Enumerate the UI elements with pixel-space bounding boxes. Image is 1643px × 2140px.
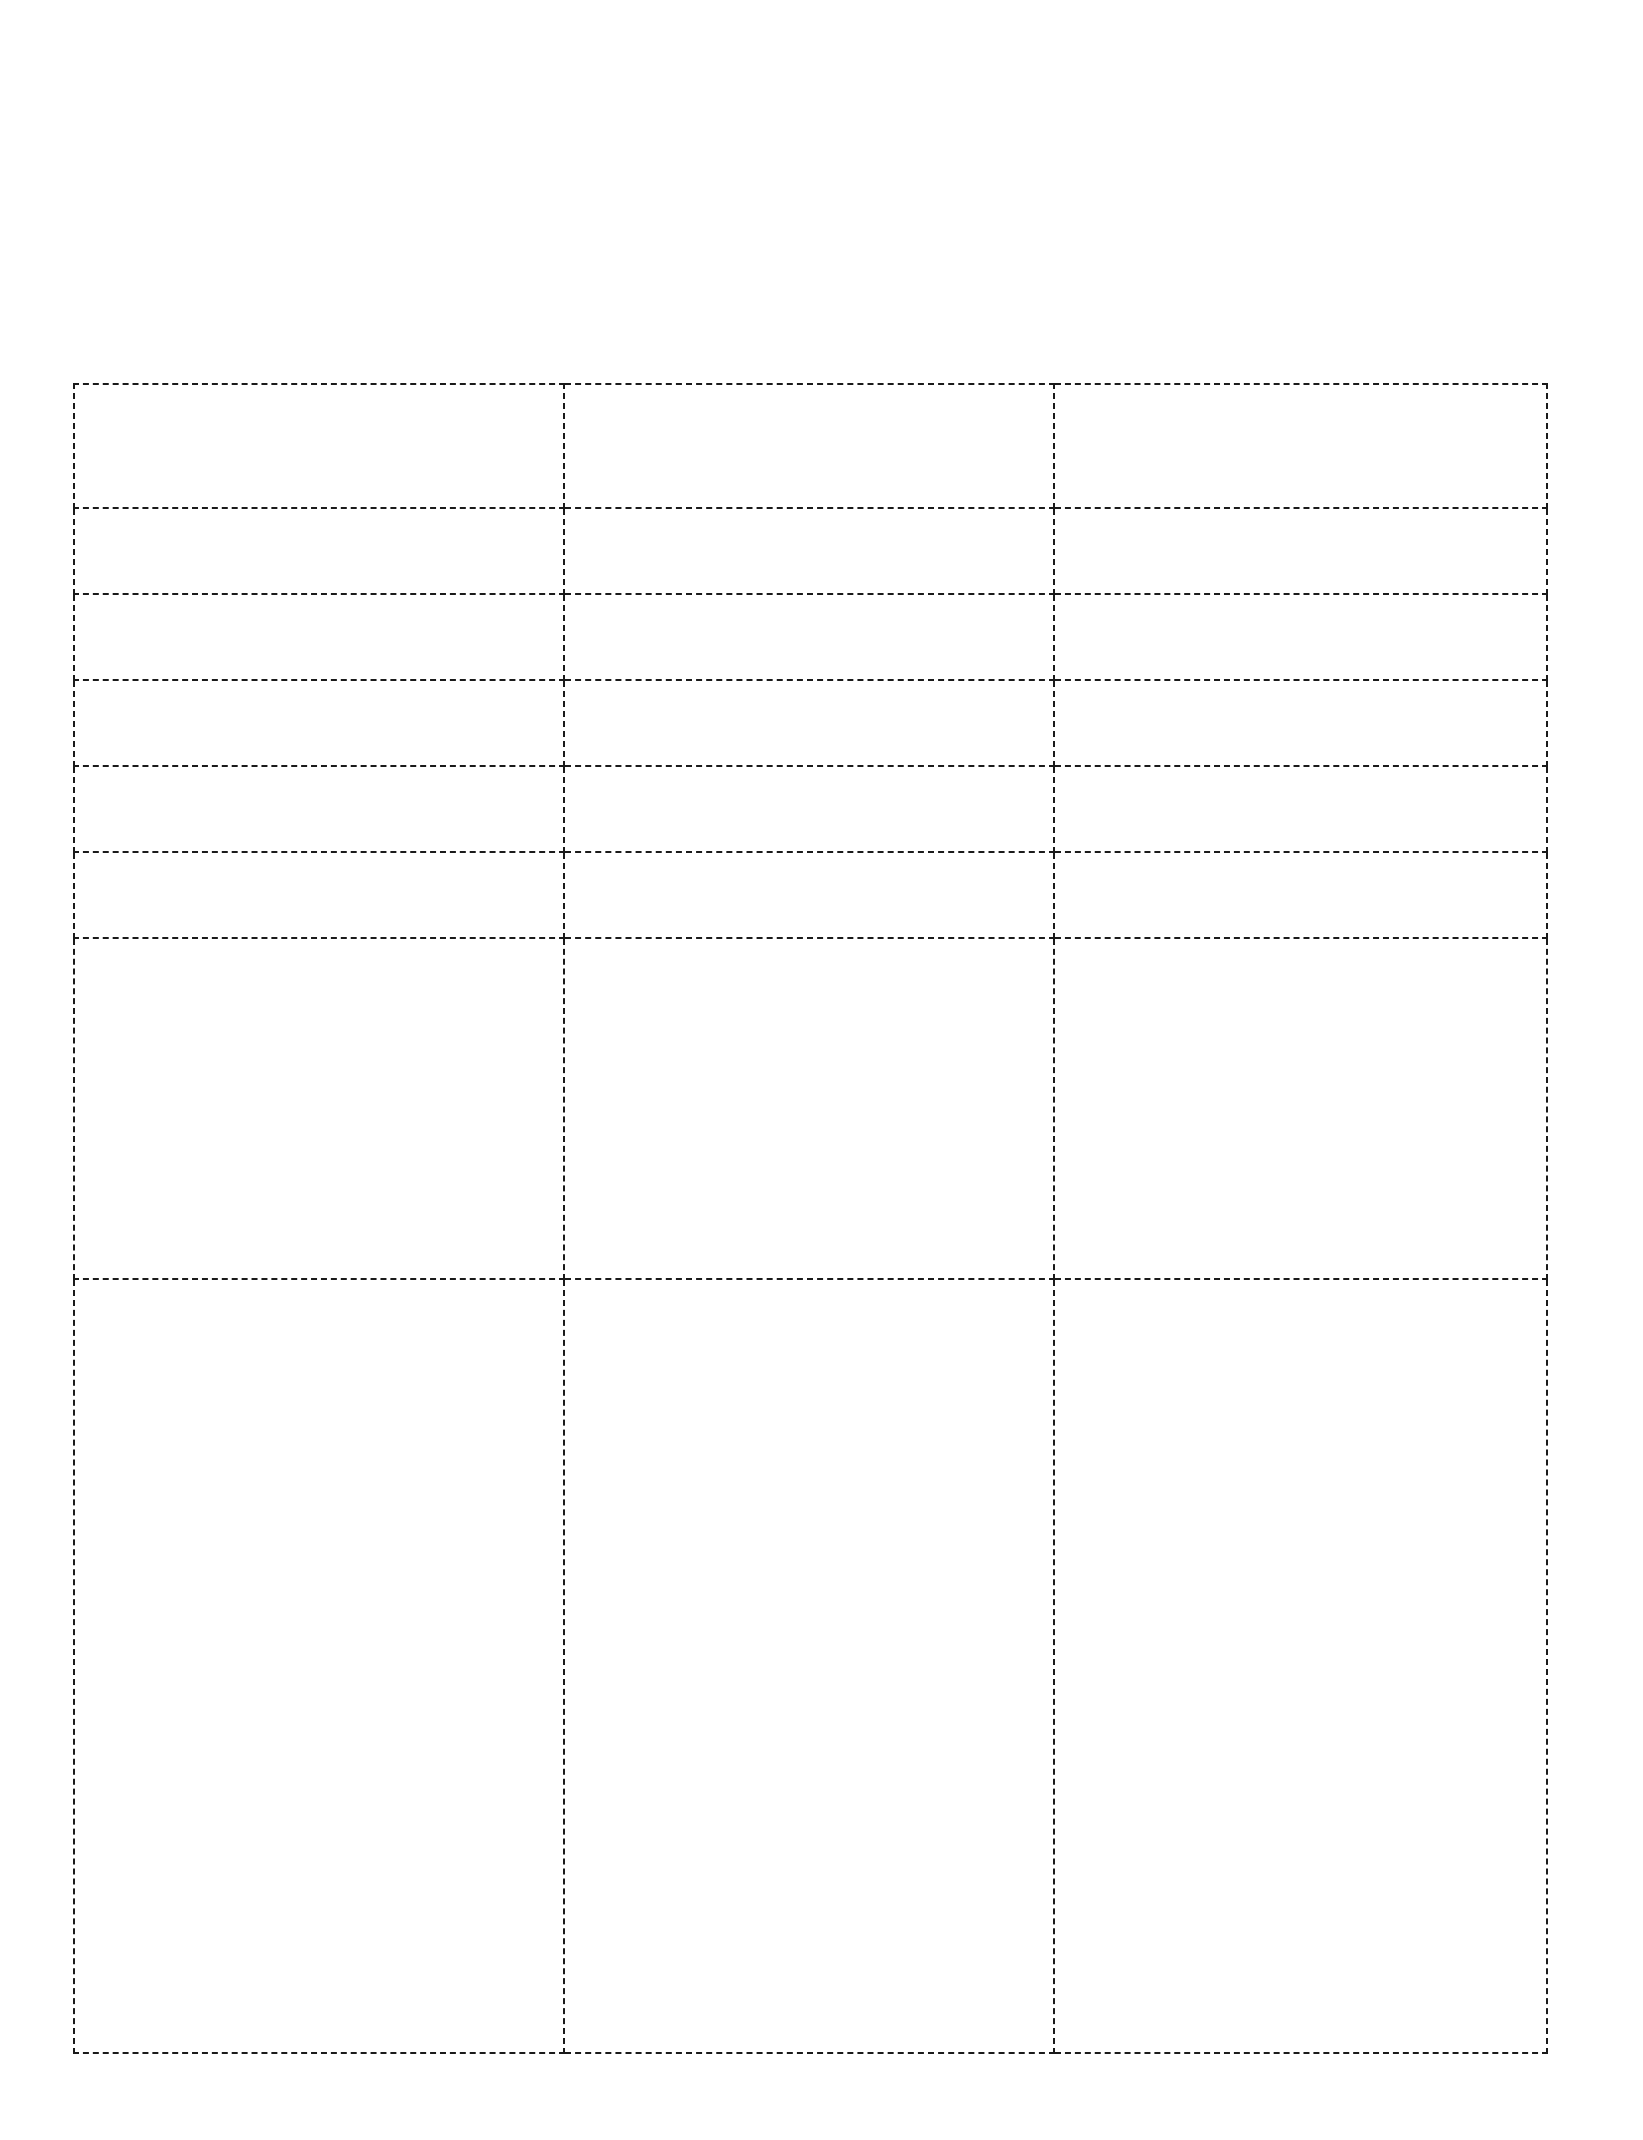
table-row [74,594,1547,680]
table-row [74,766,1547,852]
c1-question-variant-1 [564,938,1054,1279]
task-label [74,852,564,938]
c1-answer-variant-2 [1054,1279,1547,2053]
answer-variant-2 [1054,766,1547,852]
answer-variant-2 [1054,508,1547,594]
task-label [74,938,564,1279]
task-label [74,1279,564,2053]
c1-question-row [74,938,1547,1279]
answer-variant-2 [1054,680,1547,766]
answer-variant-1 [564,852,1054,938]
header-variant-2 [1054,384,1547,508]
answer-variant-2 [1054,594,1547,680]
header-task-number [74,384,564,508]
c1-question-variant-2 [1054,938,1547,1279]
table-row [74,852,1547,938]
answer-variant-2 [1054,852,1547,938]
task-label [74,508,564,594]
answer-variant-1 [564,594,1054,680]
header-variant-1 [564,384,1054,508]
c1-answer-row [74,1279,1547,2053]
answer-variant-1 [564,508,1054,594]
task-label [74,594,564,680]
task-label [74,680,564,766]
table-row [74,508,1547,594]
c1-answer-variant-1 [564,1279,1054,2053]
answer-variant-1 [564,680,1054,766]
answers-table [73,383,1548,2054]
table-row [74,680,1547,766]
task-label [74,766,564,852]
table-header-row [74,384,1547,508]
answer-variant-1 [564,766,1054,852]
